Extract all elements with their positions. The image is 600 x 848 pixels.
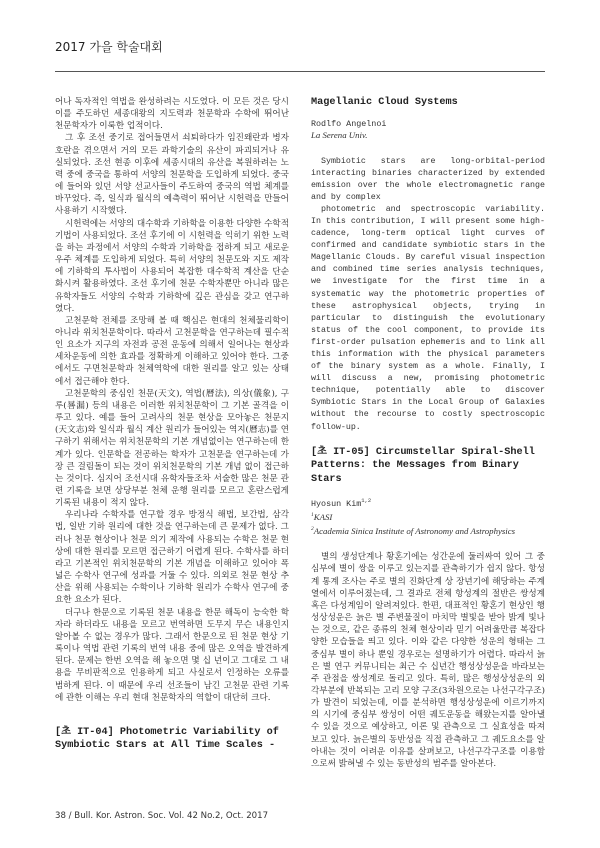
abstract-title-continuation: Magellanic Cloud Systems [311, 97, 458, 108]
body-paragraph: 고천문학의 중심인 천문(天文), 역법(曆法), 의상(儀象), 구루(晷漏) 등의 내용은 이러한 위치천문학이 그 기본 골격을 이루고 있다. 예를 들어 고려사의 천문 현상을 모아놓은 천문지(天文志)와 일식과 월식 계산 원리가 들어있는 역지(曆志)를 연구하기 위해서는 위치천문학의 기본 개념없이는 연구하는데 한계가 있다. 인문학을 전공하는 학자가 고천문을 연구하는데 가장 큰 걸림돌이 되는 것이 위치천문학의 기본 개념 없이 접근하는 것이다. 심지어 조선시대 유학자들조차 서술한 많은 천문 관련 기록을 보면 상당부분 천체 운행 원리를 모르고 혼란스럽게 기록된 내용이 적지 않다. [55, 388, 289, 509]
abstract-title: [초 IT-04] Photometric Variability of Symbiotic Stars at All Time Scales - [55, 726, 279, 752]
header-divider [55, 71, 545, 72]
author-name [311, 495, 545, 510]
author-affiliation [311, 510, 545, 523]
abstract-paragraph: Symbiotic stars are long-orbital-period interacting binaries characterized by extended emission over the whole electromagnetic range and by complex [311, 156, 545, 202]
running-header: 2017 가을 학술대회 [55, 40, 163, 54]
body-paragraph: 더구나 한문으로 기록된 천문 내용을 한문 해독이 능숙한 학자라 하더라도 내용을 모르고 번역하면 도무지 무슨 내용인지 알아볼 수 없는 경우가 많다. 그래서 한문으로 된 천문 현상 기록이나 역법 관련 기록의 번역 내용 중에 많은 오역을 발견하게 된다. 문제는 한번 오역을 해 놓으면 몇 십 년이고 그대로 그 내용을 무비판적으로 인용하게 되고 사실로서 인정하는 오류를 범하게 된다. 이 때문에 우리 선조들이 남긴 고천문 관련 기록에 관한 이해는 우리 현대 천문학자의 역할이 대단히 크다. [55, 607, 289, 703]
abstract-title: [초 IT-05] Circumstellar Spiral-Shell Patterns: the Messages from Binary Stars [311, 446, 535, 485]
affiliation-marker: 1 [311, 512, 314, 519]
author-name: Rodlfo Angelnoi [311, 118, 387, 129]
affiliation-text: KASI [313, 512, 333, 523]
affiliation-text: Academia Sinica Institute of Astronomy and Astrophysics [313, 525, 516, 536]
author-affiliation [311, 524, 545, 537]
body-paragraph: 시헌력에는 서양의 대수학과 기하학을 이용한 다양한 수학적 기법이 사용되었다. 조선 후기에 이 시헌력을 익히기 위한 노력을 하는 과정에서 서양의 수학과 기하학을 접하게 되고 새로운 우주 체계를 도입하게 되었다. 특히 서양의 천문도와 지도 제작에 기하학의 투사법이 사용되어 복잡한 대수학적 계산을 단순화시켜 활용하였다. 조선 후기에 천문 수학자뿐만 아니라 많은 유학자들도 서양의 수학과 기하학에 깊은 관심을 갖고 연구하였다. [55, 218, 289, 314]
right-column [311, 96, 545, 796]
author-affiliation: La Serena Univ. [311, 130, 368, 140]
page-footer: 38 / Bull. Kor. Astron. Soc. Vol. 42 No.2, Oct. 2017 [55, 811, 269, 821]
body-paragraph: 그 후 조선 중기로 접어들면서 쇠퇴하다가 임진왜란과 병자호란을 겪으면서 거의 모든 과학기술의 유산이 파괴되거나 유실되었다. 조선 현종 이후에 세종시대의 유산을 복원하려는 노력 중에 중국을 통하여 서양의 천문학을 도입하게 되었다. 중국에 들어와 있던 서양 선교사들이 주도하여 중국의 역법 체계를 바꾸었다. 즉, 일식과 월식의 예측력이 뛰어난 시헌력을 만들어 사용하기 시작했다. [55, 133, 289, 217]
abstract-paragraph: 별의 생성단계나 황혼기에는 성간운에 둘러싸여 있어 그 중심부에 별이 쌍을 이루고 있는지를 관측하기가 쉽지 않다. 항성계 통계 조사는 주로 별의 진화단계 상 장년기에 해당하는 주계열에서 이루어졌는데, 그 결과로 전체 항성계의 절반은 쌍성계 혹은 다성계임이 알려져있다. 한편, 대표적인 황혼기 현상인 행성상성운은 늙은 별 주변물질이 마치막 별빛을 받아 밝게 빛나는 것으로, 같은 종류의 천체 현상이라 믿기 어려울만큼 복잡다양한 모습들을 띄고 있다. 이와 같은 다양한 성운의 형태는 그 중심부 별이 하나 뿐일 경우로는 설명하기가 어렵다. 따라서 늙은 별 연구 커뮤니티는 최근 수 십년간 행성상성운을 바라보는 주 관점을 쌍성계로 돌리고 있다. 특히, 많은 행성상성운의 외각부분에 반복되는 고리 모양 구조(3차원으로는 나선구각구조)가 발견이 되었는데, 이를 분석하면 행성상성운에 이르기까지의 시기에 중심부 쌍성이 어떤 궤도운동을 해왔는지를 알아낼 수 있을 것으로 예상하고, 이론 및 관측으로 그 실효성을 따져보고 있다. 늙은별의 동반성을 직접 관측하고 그 궤도요소를 알아내는 것이 어려운 이유를 살펴보고, 나선구각구조를 이용함으로써 밝혀낼 수 있는 동반성의 범주를 알아본다. [311, 552, 545, 769]
body-paragraph: 고천문학 전체를 조망해 볼 때 핵심은 현대의 천체물리학이 아니라 위치천문학이다. 따라서 고천문학을 연구하는데 필수적인 요소가 지구의 자전과 공전 운동에 의해서 일어나는 현상과 세차운동에 의한 효과를 정확하게 이해하고 있어야 한다. 그중에서도 구면천문학과 천체역학에 대한 원리를 알고 있는 상태에서 접근해야 한다. [55, 315, 289, 387]
body-paragraph: 우리나라 수학자를 연구할 경우 방정식 해법, 보간법, 삼각법, 일반 기하 원리에 대한 것을 연구하는데 큰 문제가 없다. 그러나 천문 현상이나 천문 의기 제작에 사용되는 수학은 천문 현상에 대한 원리를 모르면 접근하기 어렵게 된다. 수학사를 하더라고 기본적인 위치천문학의 기본 개념을 이해하고 있어야 폭 넓은 수학사 연구에 성과를 거둘 수 있다. 의외로 천문 현상 추산을 위해 사용되는 수학이나 기하학 원리가 수학사 연구에 중요한 요소가 된다. [55, 510, 289, 606]
author-affiliation-marker: 1,2 [361, 497, 372, 505]
affiliation-marker: 2 [311, 525, 314, 532]
abstract-paragraph: photometric and spectroscopic variability. In this contribution, I will present some high-cadence, long-term optical light curves of confirmed and candidate symbiotic stars in the Magellanic Clouds. By careful visual inspection and combined time series analysis techniques, we investigate for the first time in a systematic way the photometric properties of these astrophysical objects, trying in particular to distinguish the evolutionary status of the cool component, to provide its first-order pulsation ephemeris and to link all this information with the physical parameters of the binary system as a whole. Finally, I will discuss a new, promising photometric technique, potentially able to discover Symbiotic Stars in the Local Group of Galaxies without the recourse to costly spectroscopic follow-up. [311, 204, 545, 432]
body-paragraph: 어나 독자적인 역법을 완성하려는 시도였다. 이 모든 것은 당시 이를 주도하던 세종대왕의 지도력과 천문학과 수학에 뛰어난 천문학자가 이룩한 업적이다. [55, 97, 289, 132]
author-name-text: Hyosun Kim [311, 498, 362, 509]
left-column [55, 96, 289, 796]
